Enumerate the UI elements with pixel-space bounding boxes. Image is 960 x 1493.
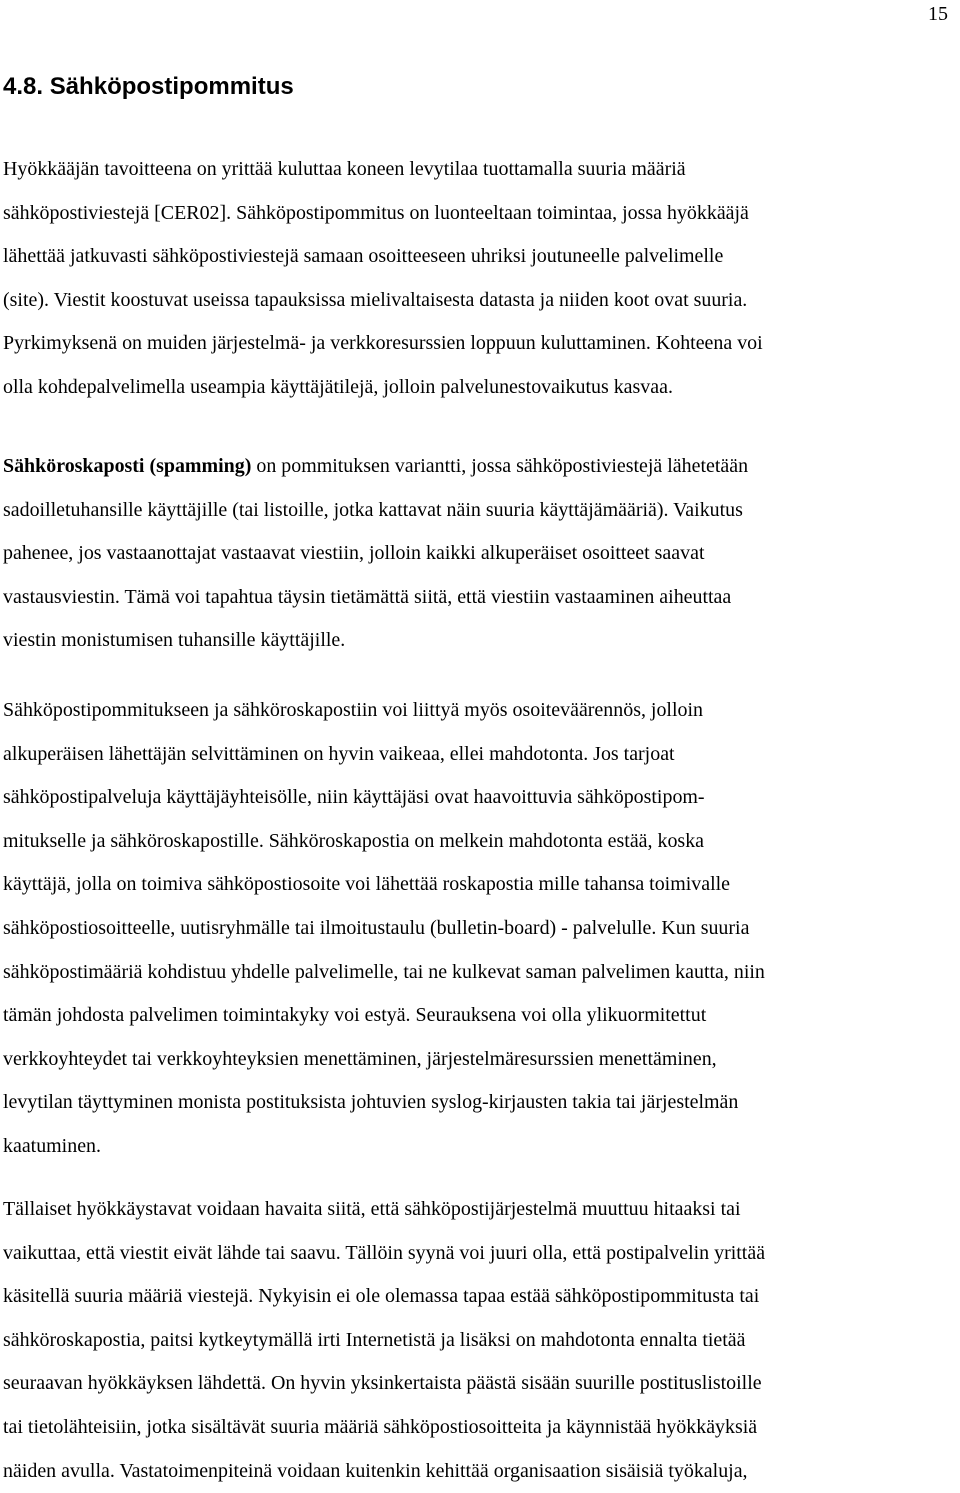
text-line: sähköpostiosoitteelle, uutisryhmälle tai ilmoitustaulu (bulletin-board) - palvelulle. Kun suuria: [3, 916, 750, 939]
text-line: [3, 445, 957, 489]
paragraph-1: [3, 148, 960, 410]
text-line: viestin monistumisen tuhansille käyttäjille.: [3, 629, 346, 652]
text-line: verkkoyhteydet tai verkkoyhteyksien menettäminen, järjestelmäresurssien menettäminen,: [3, 1047, 717, 1070]
text-line: olla kohdepalvelimella useampia käyttäjätilejä, jolloin palvelunestovaikutus kasvaa.: [3, 375, 673, 398]
text-line: lähettää jatkuvasti sähköpostiviestejä samaan osoitteeseen uhriksi joutuneelle palvelimelle: [3, 245, 724, 268]
text-line: käyttäjä, jolla on toimiva sähköpostiosoite voi lähettää roskapostia mille tahansa toimivalle: [3, 873, 731, 896]
text-line: mitukselle ja sähköroskapostille. Sähköroskapostia on melkein mahdotonta estää, koska: [3, 829, 705, 852]
text-line: sähköpostimääriä kohdistuu yhdelle palvelimelle, tai ne kulkevat saman palvelimen kautta, niin: [3, 960, 765, 983]
text-line: vaikuttaa, että viestit eivät lähde tai saavu. Tällöin syynä voi juuri olla, että postipalvelin yrittää: [3, 1241, 766, 1264]
text-line: Sähköpostipommitukseen ja sähköroskapostiin voi liittyä myös osoiteväärennös, jolloin: [3, 699, 703, 721]
text-line: näiden avulla. Vastatoimenpiteinä voidaan kuitenkin kehittää organisaation sisäisiä työkaluja,: [3, 1459, 748, 1482]
text-line: alkuperäisen lähettäjän selvittäminen on hyvin vaikeaa, ellei mahdotonta. Jos tarjoat: [3, 742, 675, 765]
text-fragment: on pommituksen variantti, jossa sähköpostiviestejä lähetetään: [251, 455, 749, 477]
text-line: sähköroskapostia, paitsi kytkeytymällä irti Internetistä ja lisäksi on mahdotonta ennalta tietää: [3, 1328, 746, 1351]
text-line: sadoilletuhansille käyttäjille (tai listoille, jotka kattavat näin suuria käyttäjämääriä). Vaikutus: [3, 498, 743, 521]
text-line: pahenee, jos vastaanottajat vastaavat viestiin, jolloin kaikki alkuperäiset osoitteet saavat: [3, 542, 705, 565]
text-line: Tällaiset hyökkäystavat voidaan havaita siitä, että sähköpostijärjestelmä muuttuu hitaaksi tai: [3, 1198, 741, 1220]
text-line: tämän johdosta palvelimen toimintakyky voi estyä. Seurauksena voi olla ylikuormitettut: [3, 1004, 707, 1027]
paragraph-3: [3, 689, 960, 1169]
bold-term: Sähköroskaposti (spamming): [3, 455, 252, 477]
text-line: Pyrkimyksenä on muiden järjestelmä- ja verkkoresurssien loppuun kuluttaminen. Kohteena voi: [3, 332, 763, 355]
text-line: kaatuminen.: [3, 1134, 102, 1157]
text-line: seuraavan hyökkäyksen lähdettä. On hyvin yksinkertaista päästä sisään suurille postituslistoille: [3, 1372, 762, 1395]
paragraph-2: [3, 445, 960, 663]
text-line: Hyökkääjän tavoitteena on yrittää kuluttaa koneen levytilaa tuottamalla suuria määriä: [3, 158, 686, 180]
text-line: (site). Viestit koostuvat useissa tapauksissa mielivaltaisesta datasta ja niiden koot ovat suuria.: [3, 288, 748, 311]
text-line: sähköpostiviestejä [CER02]. Sähköpostipommitus on luonteeltaan toimintaa, jossa hyökkääjä: [3, 201, 749, 224]
section-heading: 4.8. Sähköpostipommitus: [3, 73, 294, 100]
page-number: 15: [928, 3, 948, 25]
text-line: levytilan täyttyminen monista postituksista johtuvien syslog-kirjausten takia tai järjestelmän: [3, 1091, 739, 1114]
text-line: sähköpostipalveluja käyttäjäyhteisölle, niin käyttäjäsi ovat haavoittuvia sähköpostipom-: [3, 786, 705, 809]
paragraph-4: [3, 1188, 960, 1493]
text-line: tai tietolähteisiin, jotka sisältävät suuria määriä sähköpostiosoitteita ja käynnistää hyökkäyksiä: [3, 1415, 758, 1438]
text-line: vastausviestin. Tämä voi tapahtua täysin tietämättä siitä, että viestiin vastaaminen aiheuttaa: [3, 585, 732, 608]
text-line: käsitellä suuria määriä viestejä. Nykyisin ei ole olemassa tapaa estää sähköpostipommitusta tai: [3, 1285, 760, 1308]
